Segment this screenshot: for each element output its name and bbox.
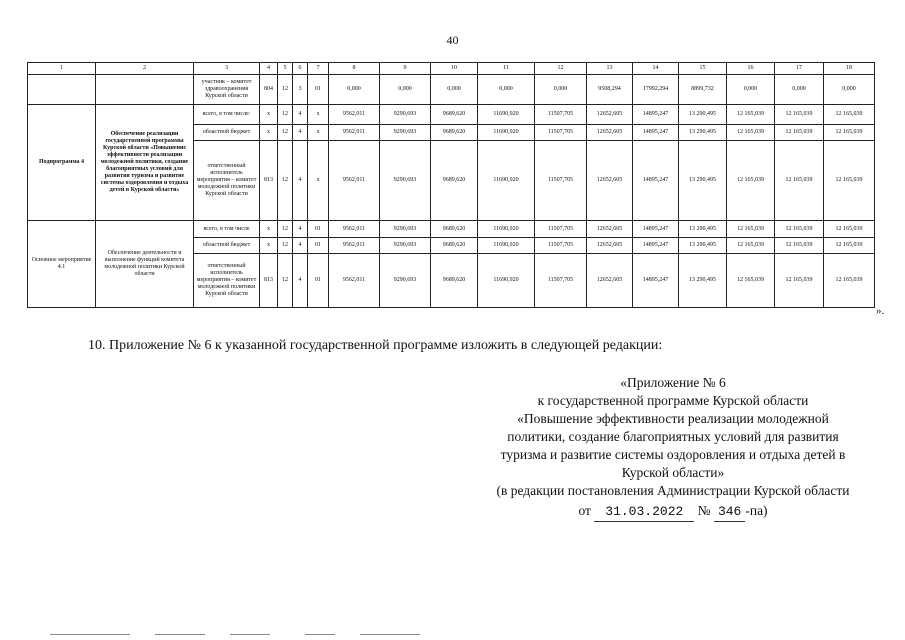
- table-cell: 01: [308, 238, 329, 254]
- table-cell: 12 165,039: [775, 125, 824, 141]
- table-cell: 12 165,039: [824, 125, 875, 141]
- table-cell: Основное мероприятие 4.1: [28, 221, 96, 308]
- table-cell: 9290,693: [380, 221, 431, 238]
- appendix-line: «Приложение № 6: [620, 375, 726, 390]
- table-cell: 804: [260, 75, 278, 105]
- table-cell: 13 290,495: [679, 221, 727, 238]
- table-cell: х: [260, 221, 278, 238]
- table-cell: всего, в том числе: [194, 221, 260, 238]
- table-cell: 12 165,039: [775, 221, 824, 238]
- table-cell: 12 165,039: [824, 221, 875, 238]
- table-cell: 12: [278, 125, 293, 141]
- table-cell: участник – комитет здравоохранения Курской области: [194, 75, 260, 105]
- table-cell: х: [308, 125, 329, 141]
- table-cell: 14895,247: [633, 221, 679, 238]
- decree-suffix: -па): [745, 503, 768, 518]
- column-header: 16: [727, 63, 775, 75]
- column-header: 17: [775, 63, 824, 75]
- table-cell: 12652,605: [587, 125, 633, 141]
- table-cell: областной бюджет: [194, 125, 260, 141]
- table-cell: 0,000: [775, 75, 824, 105]
- column-header: 5: [278, 63, 293, 75]
- table-cell: 9562,011: [329, 254, 380, 308]
- table-cell: 12652,605: [587, 141, 633, 221]
- table-cell: 3: [293, 75, 308, 105]
- appendix-header: [488, 374, 858, 522]
- number-label: №: [697, 503, 711, 518]
- table-cell: 14895,247: [633, 105, 679, 125]
- table-cell: ответственный исполнитель мероприятия – комитет молодежной политики Курской области: [194, 141, 260, 221]
- table-cell: 0,000: [727, 75, 775, 105]
- table-cell: 12 165,039: [727, 105, 775, 125]
- table-row: [28, 75, 875, 105]
- table-cell: 0,000: [535, 75, 587, 105]
- column-header: 9: [380, 63, 431, 75]
- table-cell: 9689,620: [431, 238, 478, 254]
- table-cell: Обеспечение деятельности и выполнение функций комитета молодежной политики Курской области: [96, 221, 194, 308]
- column-header: 18: [824, 63, 875, 75]
- table-cell: 11507,705: [535, 221, 587, 238]
- table-cell: 12 165,039: [727, 141, 775, 221]
- table-cell: 12 165,039: [727, 238, 775, 254]
- table-cell: 12652,605: [587, 221, 633, 238]
- table-cell: 9290,693: [380, 238, 431, 254]
- closing-quote: ».: [876, 305, 885, 317]
- table-cell: [96, 75, 194, 105]
- column-header: 7: [308, 63, 329, 75]
- table-cell: 12 165,039: [824, 254, 875, 308]
- table-cell: [28, 75, 96, 105]
- table-cell: 9290,693: [380, 105, 431, 125]
- table-cell: 0,000: [824, 75, 875, 105]
- column-header: 13: [587, 63, 633, 75]
- table-cell: 9562,011: [329, 238, 380, 254]
- table-cell: 4: [293, 141, 308, 221]
- table-cell: 11690,920: [478, 254, 535, 308]
- decree-date: 31.03.2022: [594, 503, 694, 522]
- table-cell: 13 290,495: [679, 238, 727, 254]
- column-header: 3: [194, 63, 260, 75]
- table-cell: 12652,605: [587, 105, 633, 125]
- table-cell: 11507,705: [535, 141, 587, 221]
- table-cell: 9689,620: [431, 141, 478, 221]
- scan-edge-marks: [0, 628, 905, 640]
- table-cell: 813: [260, 254, 278, 308]
- table-cell: всего, в том числе:: [194, 105, 260, 125]
- table-cell: 13 290,495: [679, 254, 727, 308]
- appendix-line: к государственной программе Курской области: [537, 393, 809, 408]
- page-number: 40: [446, 33, 459, 47]
- table-cell: областной бюджет: [194, 238, 260, 254]
- table-cell: х: [260, 238, 278, 254]
- table-cell: 14895,247: [633, 141, 679, 221]
- table-cell: 11690,920: [478, 221, 535, 238]
- table-cell: 0,000: [478, 75, 535, 105]
- table-cell: 9290,693: [380, 125, 431, 141]
- column-header: 11: [478, 63, 535, 75]
- table-cell: 4: [293, 238, 308, 254]
- table-row: [28, 105, 875, 125]
- budget-table: [27, 62, 875, 308]
- table-cell: 12652,605: [587, 238, 633, 254]
- appendix-line: (в редакции постановления Администрации Курской области: [496, 483, 850, 498]
- column-header: 2: [96, 63, 194, 75]
- table-cell: 13 290,495: [679, 125, 727, 141]
- table-cell: 9290,693: [380, 254, 431, 308]
- table-cell: 11507,705: [535, 105, 587, 125]
- table-cell: 0,000: [431, 75, 478, 105]
- table-cell: 13 290,495: [679, 105, 727, 125]
- table-cell: 12: [278, 238, 293, 254]
- table-cell: х: [308, 141, 329, 221]
- table-cell: 01: [308, 254, 329, 308]
- table-cell: 12: [278, 254, 293, 308]
- table-cell: 12 165,039: [775, 105, 824, 125]
- column-header: 6: [293, 63, 308, 75]
- table-cell: 14895,247: [633, 125, 679, 141]
- table-cell: 9508,294: [587, 75, 633, 105]
- table-cell: 11690,920: [478, 141, 535, 221]
- table-cell: 11507,705: [535, 238, 587, 254]
- table-cell: 01: [308, 221, 329, 238]
- table-cell: 9562,011: [329, 221, 380, 238]
- column-header: 14: [633, 63, 679, 75]
- column-header: 10: [431, 63, 478, 75]
- decree-number: 346: [714, 503, 745, 522]
- column-header: 12: [535, 63, 587, 75]
- table-cell: 4: [293, 221, 308, 238]
- table-cell: 17992,294: [633, 75, 679, 105]
- column-header: 8: [329, 63, 380, 75]
- table-cell: 11690,920: [478, 105, 535, 125]
- table-cell: Обеспечение реализации государственной программы Курской области «Повышение эффективности реализации молодежной политики, создание благоприятных условий для развития туризма и развитие системы оздоровления и отдыха детей в Курской области»: [96, 105, 194, 221]
- table-cell: 12 165,039: [727, 125, 775, 141]
- table-cell: ответственный исполнитель мероприятия – комитет молодежной политики Курской области: [194, 254, 260, 308]
- table-cell: 9689,620: [431, 221, 478, 238]
- table-header-row: [28, 63, 875, 75]
- table-cell: 813: [260, 141, 278, 221]
- appendix-date-line: [488, 502, 858, 522]
- table-cell: 12: [278, 221, 293, 238]
- table-cell: 9562,011: [329, 105, 380, 125]
- table-cell: 12 165,039: [824, 141, 875, 221]
- from-label: от: [578, 503, 591, 518]
- table-cell: 12: [278, 141, 293, 221]
- table-cell: 12652,605: [587, 254, 633, 308]
- table-cell: 11690,920: [478, 238, 535, 254]
- table-cell: 4: [293, 125, 308, 141]
- column-header: 15: [679, 63, 727, 75]
- table-cell: 12 165,039: [824, 238, 875, 254]
- table-row: [28, 221, 875, 238]
- table-cell: 11507,705: [535, 125, 587, 141]
- table-cell: 01: [308, 75, 329, 105]
- table-cell: 0,000: [380, 75, 431, 105]
- table-cell: 12 165,039: [727, 221, 775, 238]
- table-cell: 12 165,039: [727, 254, 775, 308]
- table-cell: 14895,247: [633, 254, 679, 308]
- table-cell: 12 165,039: [824, 105, 875, 125]
- table-cell: 9290,693: [380, 141, 431, 221]
- table-cell: 4: [293, 254, 308, 308]
- table-cell: 9689,620: [431, 254, 478, 308]
- table-cell: 8899,732: [679, 75, 727, 105]
- column-header: 1: [28, 63, 96, 75]
- column-header: 4: [260, 63, 278, 75]
- table-cell: 4: [293, 105, 308, 125]
- table-cell: 13 290,495: [679, 141, 727, 221]
- table-cell: х: [308, 105, 329, 125]
- table-cell: 11507,705: [535, 254, 587, 308]
- table-cell: х: [260, 125, 278, 141]
- table-cell: 9562,011: [329, 141, 380, 221]
- table-cell: х: [260, 105, 278, 125]
- table-cell: Подпрограмма 4: [28, 105, 96, 221]
- table-cell: 9689,620: [431, 125, 478, 141]
- table-cell: 9562,011: [329, 125, 380, 141]
- table-cell: 14895,247: [633, 238, 679, 254]
- table-cell: 12: [278, 75, 293, 105]
- appendix-line: «Повышение эффективности реализации молодежной политики, создание благоприятных условий для развития туризма и развитие системы оздоровления и отдыха детей в Курской области»: [500, 411, 846, 480]
- table-cell: 11690,920: [478, 125, 535, 141]
- table-cell: 12 165,039: [775, 238, 824, 254]
- table-cell: 12 165,039: [775, 254, 824, 308]
- table-cell: 9689,620: [431, 105, 478, 125]
- table-cell: 0,000: [329, 75, 380, 105]
- paragraph-10: 10. Приложение № 6 к указанной государственной программе изложить в следующей редакции:: [88, 338, 663, 353]
- table-cell: 12: [278, 105, 293, 125]
- table-cell: 12 165,039: [775, 141, 824, 221]
